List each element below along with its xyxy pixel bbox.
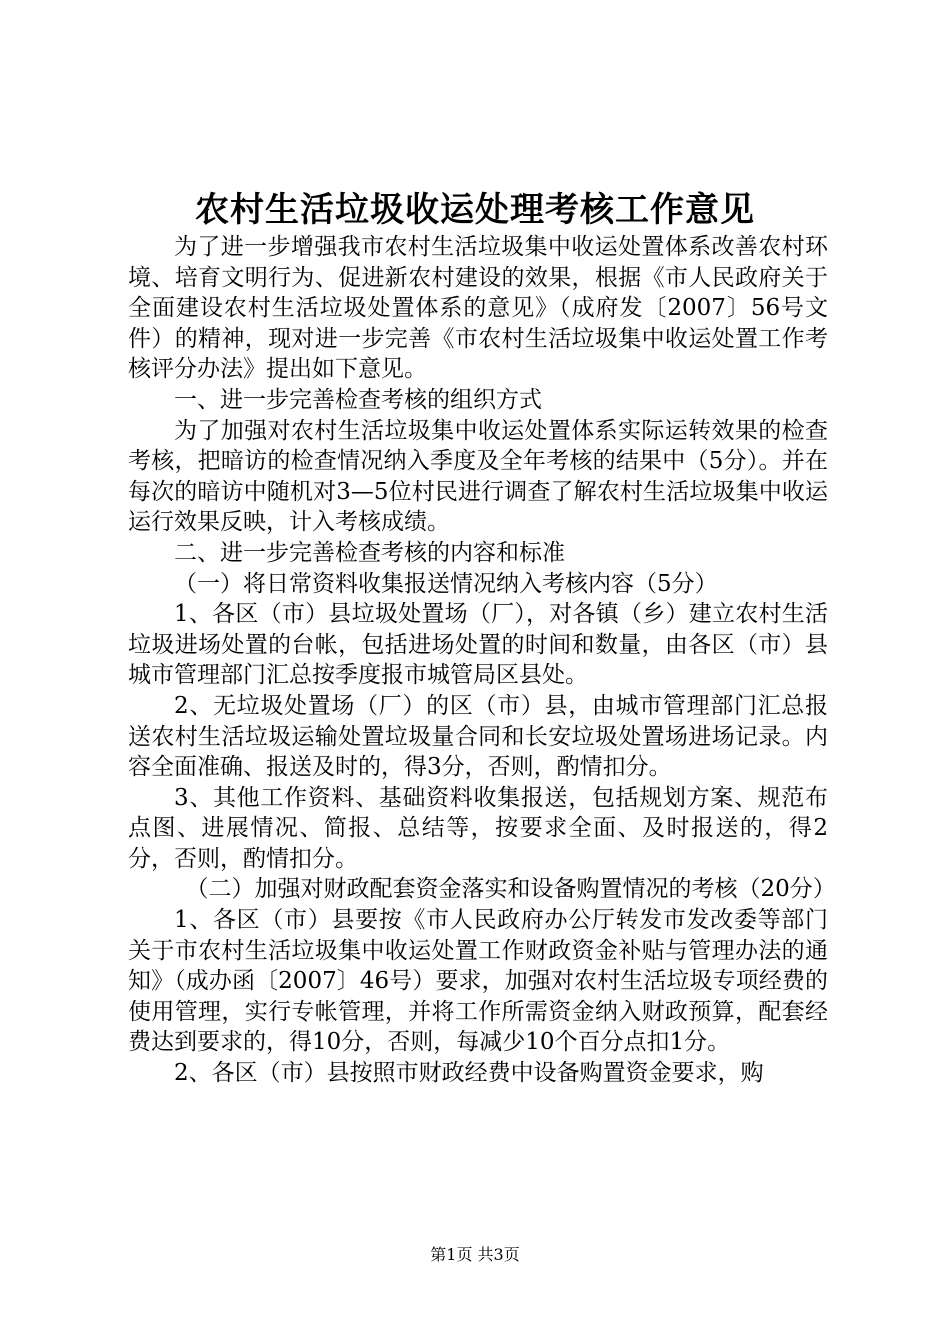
- document-body: [128, 232, 836, 1089]
- subsection-heading-1: （一）将日常资料收集报送情况纳入考核内容（5分）: [174, 570, 718, 597]
- paragraph-item-3: 3、其他工作资料、基础资料收集报送，包括规划方案、规范布点图、进展情况、简报、总结等，按要求全面、及时报送的，得2分，否则，酌情扣分。: [128, 784, 828, 872]
- paragraph-section-1: 为了加强对农村生活垃圾集中收运处置体系实际运转效果的检查考核，把暗访的检查情况纳入季度及全年考核的结果中（5分）。并在每次的暗访中随机对3—5位村民进行调查了解农村生活垃圾集中收运运行效果反映，计入考核成绩。: [128, 417, 828, 536]
- paragraph-intro: 为了进一步增强我市农村生活垃圾集中收运处置体系改善农村环境、培育文明行为、促进新农村建设的效果，根据《市人民政府关于全面建设农村生活垃圾处置体系的意见》（成府发〔2007〕56号文件）的精神，现对进一步完善《市农村生活垃圾集中收运处置工作考核评分办法》提出如下意见。: [128, 234, 828, 383]
- document-title: 农村生活垃圾收运处理考核工作意见: [195, 190, 755, 230]
- paragraph-item-5: 2、各区（市）县按照市财政经费中设备购置资金要求，购: [174, 1060, 764, 1087]
- section-heading-2: 二、进一步完善检查考核的内容和标准: [174, 539, 565, 566]
- section-heading-1: 一、进一步完善检查考核的组织方式: [174, 386, 542, 413]
- subsection-heading-2: （二）加强对财政配套资金落实和设备购置情况的考核（20分）: [185, 876, 836, 903]
- page-footer: 第1页 共3页: [430, 1245, 520, 1264]
- paragraph-item-2: 2、无垃圾处置场（厂）的区（市）县，由城市管理部门汇总报送农村生活垃圾运输处置垃圾量合同和长安垃圾处置场进场记录。内容全面准确、报送及时的，得3分，否则，酌情扣分。: [128, 692, 828, 781]
- paragraph-item-4: 1、各区（市）县要按《市人民政府办公厅转发市发改委等部门关于市农村生活垃圾集中收运处置工作财政资金补贴与管理办法的通知》（成办函〔2007〕46号）要求，加强对农村生活垃圾专项经费的使用管理，实行专帐管理，并将工作所需资金纳入财政预算，配套经费达到要求的，得10分，否则，每减少10个百分点扣1分。: [128, 907, 828, 1056]
- paragraph-item-1: 1、各区（市）县垃圾处置场（厂），对各镇（乡）建立农村生活垃圾进场处置的台帐，包括进场处置的时间和数量，由各区（市）县城市管理部门汇总按季度报市城管局区县处。: [128, 601, 828, 689]
